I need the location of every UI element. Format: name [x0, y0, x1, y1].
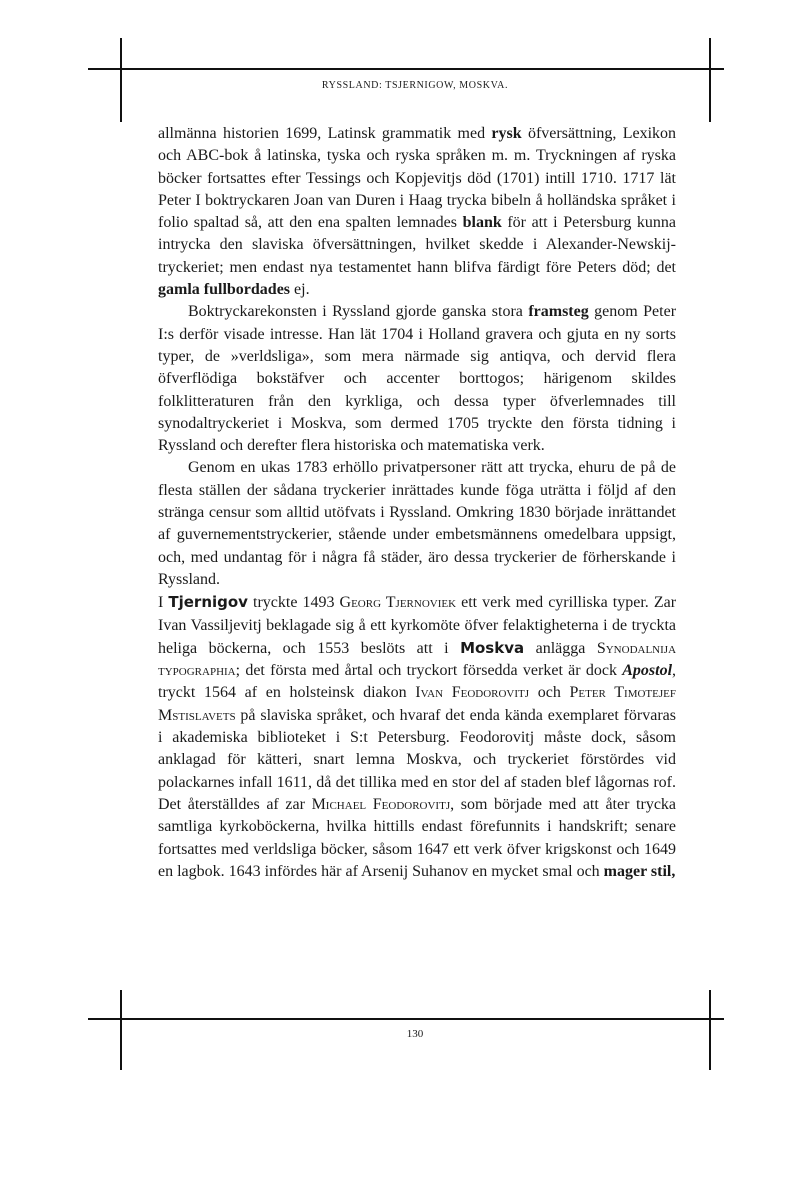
paragraph-2: Boktryckarekonsten i Ryssland gjorde ganska stora framsteg genom Peter I:s derför visade intresse. Han lät 1704 i Holland gravera och gjuta en ny sorts typer, de »verldsliga», som mera närmade sig antiqva, och dervid flera öfverflödiga bokstäfver och accenter borttogos; härigenom skildes folklitteraturen från den kyrkliga, och dessa typer öfverlemnades till synodaltryckeriet i Moskva, som dermed 1705 tryckte den första tidning i Ryssland och derefter flera historiska och matematiska verk. — [158, 303, 677, 455]
page-number: 130 — [406, 1028, 424, 1040]
top-rule — [88, 68, 724, 70]
running-header: RYSSLAND: TSJERNIGOW, MOSKVA. — [321, 80, 509, 91]
paragraph-4: I Tjernigov tryckte 1493 Georg Tjernoviek ett verk med cyrilliska typer. Zar Ivan Vassiljevitj beklagade sig å ett kyrkomöte öfver felaktigheterna i de tryckta heliga böckerna, och 1553 beslöts att i Moskva anlägga Synodalnija typographia; det första med årtal och tryckort försedda verket är dock Apostol, tryckt 1564 af en holsteinsk diakon Ivan Feodorovitj och Peter Timotejef Mstislavets på slaviska språket, och hvaraf det enda kända exemplaret förvaras i akademiska biblioteket i S:t Petersburg. Feodorovitj måste dock, såsom anklagad för kätteri, snart lemna Moskva, och tryckeriet förstördes vid polackarnes infall 1611, då det tillika med en stor del af staden blef lågornas rof. Det återställdes af zar Michael Feodorovitj, som började med att åter trycka samtliga kyrkoböckerna, hvilka hittills endast förefunnits i handskrift; senare fortsattes med verldsliga böcker, såsom 1647 ett verk öfver krigskonst och 1649 en lagbok. 1643 infördes här af Arsenij Suhanov en mycket smal och mager stil, — [158, 593, 677, 880]
paragraph-1: allmänna historien 1699, Latinsk grammatik med rysk öfversättning, Lexikon och ABC-bok å latinska, tyska och ryska språken m. m. Tryckningen af ryska böcker fortsattes efter Tessings och Kopjevitjs död (1701) intill 1710. 1717 lät Peter I boktryckaren Joan van Duren i Haag trycka bibeln å holländska språket i folio spaltad så, att den ena spalten lemnades blank för att i Petersburg kunna intrycka den slaviska öfversättningen, hvilket skedde i Alexander-Newskij-tryckeriet; men endast nya testamentet hann blifva färdigt före Peters död; det gamla fullbordades ej. — [158, 125, 677, 299]
page-body — [158, 123, 676, 883]
paragraph-3: Genom en ukas 1783 erhöllo privatpersoner rätt att trycka, ehuru de på de flesta ställen der sådana tryckerier inrättades kunde föga uträtta i följd af den stränga censur som alltid utöfvats i Ryssland. Omkring 1830 började inrättandet af guvernementstryckerier, stående under embetsmännens omedelbara uppsigt, och, med undantag för i några få städer, äro dessa tryckerier de förherskande i Ryssland. — [158, 459, 676, 588]
bottom-rule — [88, 1018, 724, 1020]
